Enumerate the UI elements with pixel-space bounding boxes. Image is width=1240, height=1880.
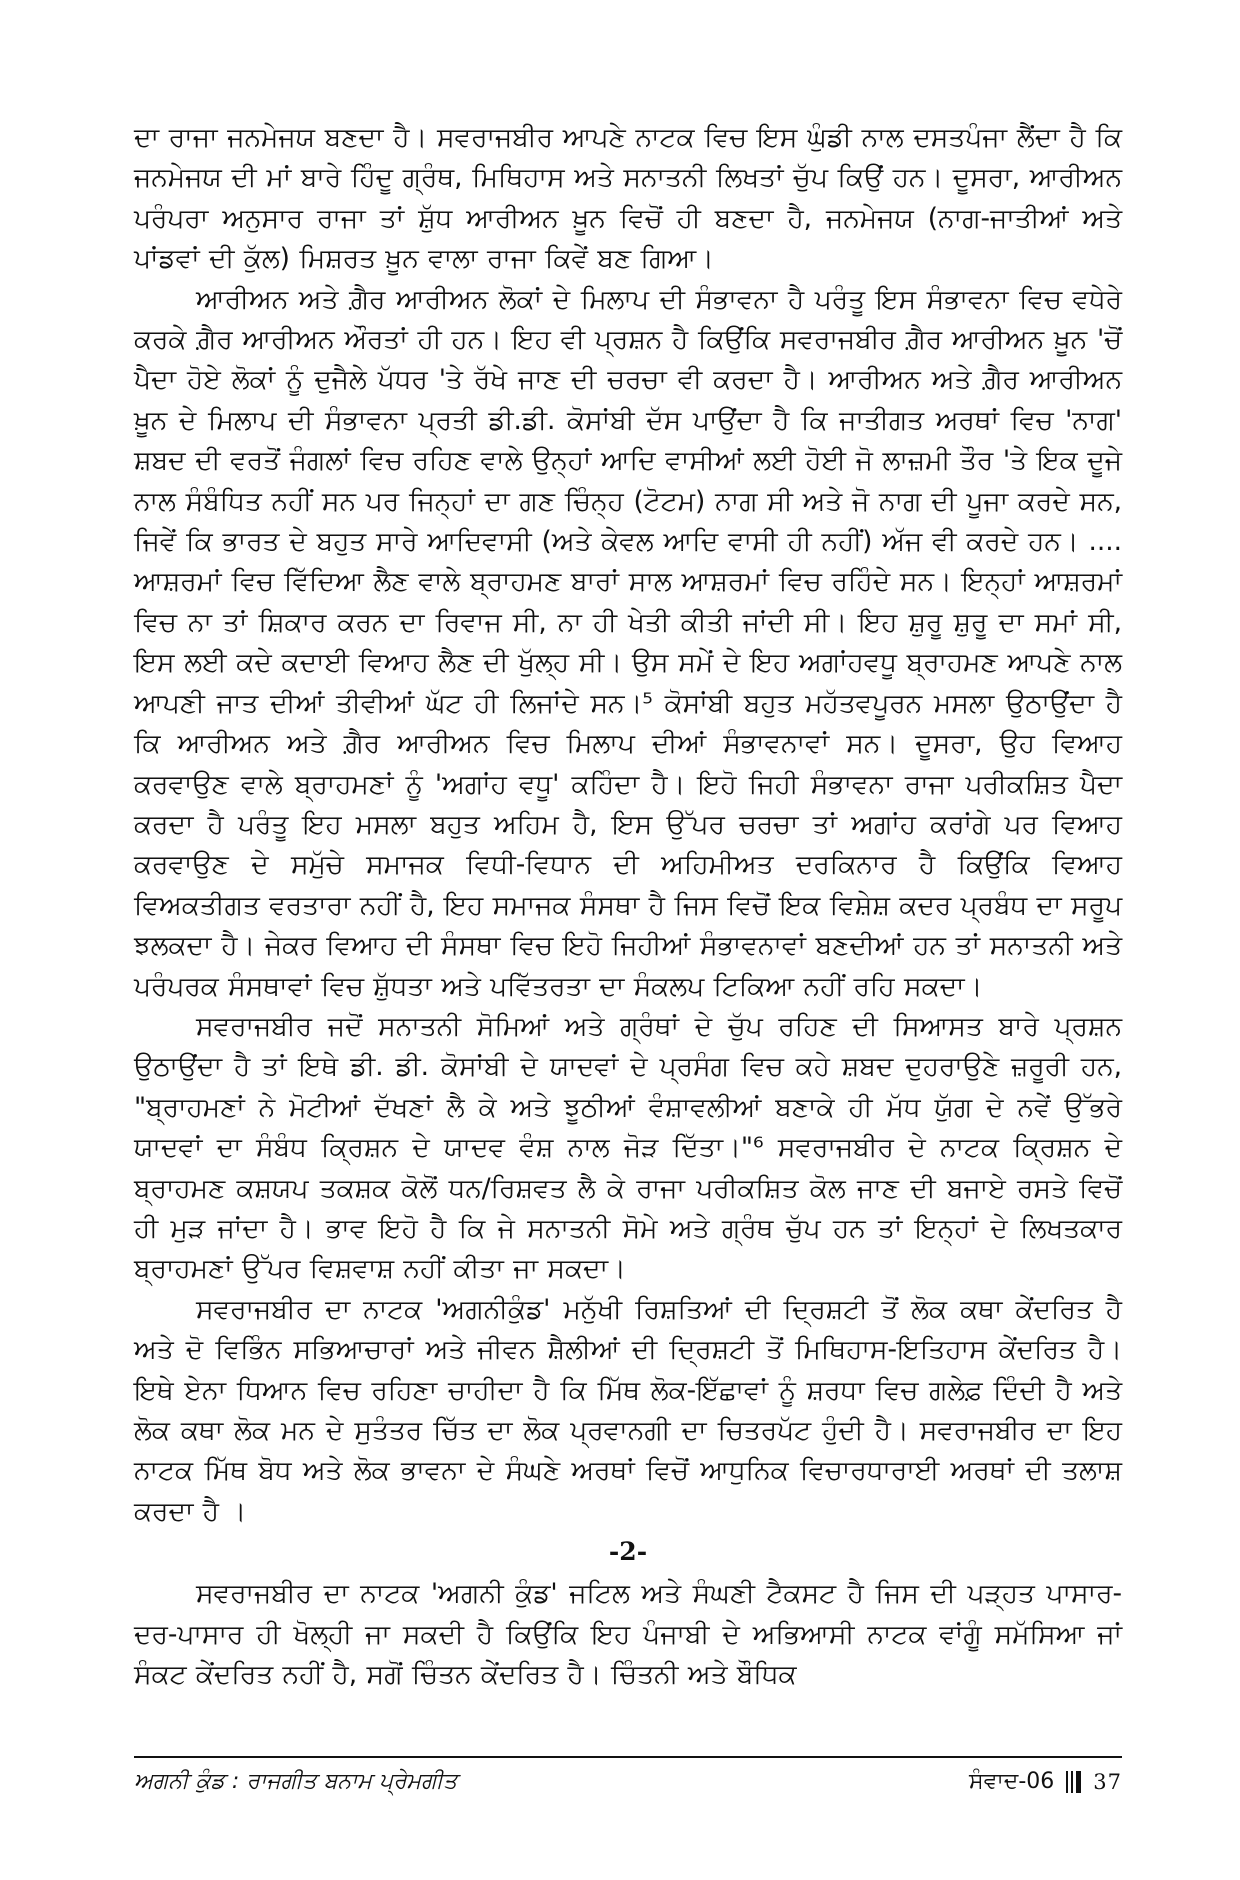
paragraph-1: ਦਾ ਰਾਜਾ ਜਨਮੇਜਯ ਬਣਦਾ ਹੈ। ਸਵਰਾਜਬੀਰ ਆਪਣੇ ਨਾਟਕ ਵਿਚ ਇਸ ਘੁੰਡੀ ਨਾਲ ਦਸਤਪੰਜਾ ਲੈਂਦਾ ਹੈ ਕਿ ਜਨਮੇਜਯ ਦੀ ਮਾਂ ਬਾਰੇ ਹਿੰਦੂ ਗ੍ਰੰਥ, ਮਿਥਿਹਾਸ ਅਤੇ ਸਨਾਤਨੀ ਲਿਖਤਾਂ ਚੁੱਪ ਕਿਉਂ ਹਨ। ਦੂਸਰਾ, ਆਰੀਅਨ ਪਰੰਪਰਾ ਅਨੁਸਾਰ ਰਾਜਾ ਤਾਂ ਸ਼ੁੱਧ ਆਰੀਅਨ ਖ਼ੂਨ ਵਿਚੋਂ ਹੀ ਬਣਦਾ ਹੈ, ਜਨਮੇਜਯ (ਨਾਗ-ਜਾਤੀਆਂ ਅਤੇ ਪਾਂਡਵਾਂ ਦੀ ਕੁੱਲ) ਮਿਸ਼ਰਤ ਖ਼ੂਨ ਵਾਲਾ ਰਾਜਾ ਕਿਵੇਂ ਬਣ ਗਿਆ।: [134, 122, 1122, 275]
section-marker: -2-: [608, 1537, 648, 1567]
page-content: [134, 118, 1122, 1818]
paragraph-2: ਆਰੀਅਨ ਅਤੇ ਗ਼ੈਰ ਆਰੀਅਨ ਲੋਕਾਂ ਦੇ ਮਿਲਾਪ ਦੀ ਸੰਭਾਵਨਾ ਹੈ ਪਰੰਤੂ ਇਸ ਸੰਭਾਵਨਾ ਵਿਚ ਵਧੇਰੇ ਕਰਕੇ ਗ਼ੈਰ ਆਰੀਅਨ ਔਰਤਾਂ ਹੀ ਹਨ। ਇਹ ਵੀ ਪ੍ਰਸ਼ਨ ਹੈ ਕਿਉਂਕਿ ਸਵਰਾਜਬੀਰ ਗ਼ੈਰ ਆਰੀਅਨ ਖ਼ੂਨ 'ਚੋਂ ਪੈਦਾ ਹੋਏ ਲੋਕਾਂ ਨੂੰ ਦੁਜੈਲੇ ਪੱਧਰ 'ਤੇ ਰੱਖੇ ਜਾਣ ਦੀ ਚਰਚਾ ਵੀ ਕਰਦਾ ਹੈ। ਆਰੀਅਨ ਅਤੇ ਗ਼ੈਰ ਆਰੀਅਨ ਖ਼ੂਨ ਦੇ ਮਿਲਾਪ ਦੀ ਸੰਭਾਵਨਾ ਪ੍ਰਤੀ ਡੀ.ਡੀ. ਕੋਸਾਂਬੀ ਦੱਸ ਪਾਉਂਦਾ ਹੈ ਕਿ ਜਾਤੀਗਤ ਅਰਥਾਂ ਵਿਚ 'ਨਾਗ' ਸ਼ਬਦ ਦੀ ਵਰਤੋਂ ਜੰਗਲਾਂ ਵਿਚ ਰਹਿਣ ਵਾਲੇ ਉਨ੍ਹਾਂ ਆਦਿ ਵਾਸੀਆਂ ਲਈ ਹੋਈ ਜੋ ਲਾਜ਼ਮੀ ਤੌਰ 'ਤੇ ਇਕ ਦੂਜੇ ਨਾਲ ਸੰਬੰਧਿਤ ਨਹੀਂ ਸਨ ਪਰ ਜਿਨ੍ਹਾਂ ਦਾ ਗਣ ਚਿੰਨ੍ਹ (ਟੋਟਮ) ਨਾਗ ਸੀ ਅਤੇ ਜੋ ਨਾਗ ਦੀ ਪੂਜਾ ਕਰਦੇ ਸਨ, ਜਿਵੇਂ ਕਿ ਭਾਰਤ ਦੇ ਬਹੁਤ ਸਾਰੇ ਆਦਿਵਾਸੀ (ਅਤੇ ਕੇਵਲ ਆਦਿ ਵਾਸੀ ਹੀ ਨਹੀਂ) ਅੱਜ ਵੀ ਕਰਦੇ ਹਨ। .... ਆਸ਼ਰਮਾਂ ਵਿਚ ਵਿੱਦਿਆ ਲੈਣ ਵਾਲੇ ਬ੍ਰਾਹਮਣ ਬਾਰਾਂ ਸਾਲ ਆਸ਼ਰਮਾਂ ਵਿਚ ਰਹਿੰਦੇ ਸਨ। ਇਨ੍ਹਾਂ ਆਸ਼ਰਮਾਂ ਵਿਚ ਨਾ ਤਾਂ ਸ਼ਿਕਾਰ ਕਰਨ ਦਾ ਰਿਵਾਜ ਸੀ, ਨਾ ਹੀ ਖੇਤੀ ਕੀਤੀ ਜਾਂਦੀ ਸੀ। ਇਹ ਸ਼ੁਰੂ ਸ਼ੁਰੂ ਦਾ ਸਮਾਂ ਸੀ, ਇਸ ਲਈ ਕਦੇ ਕਦਾਈ ਵਿਆਹ ਲੈਣ ਦੀ ਖੁੱਲ੍ਹ ਸੀ। ਉਸ ਸਮੇਂ ਦੇ ਇਹ ਅਗਾਂਹਵਧੂ ਬ੍ਰਾਹਮਣ ਆਪਣੇ ਨਾਲ ਆਪਣੀ ਜਾਤ ਦੀਆਂ ਤੀਵੀਆਂ ਘੱਟ ਹੀ ਲਿਜਾਂਦੇ ਸਨ।⁵ ਕੋਸਾਂਬੀ ਬਹੁਤ ਮਹੱਤਵਪੂਰਨ ਮਸਲਾ ਉਠਾਉਂਦਾ ਹੈ ਕਿ ਆਰੀਅਨ ਅਤੇ ਗ਼ੈਰ ਆਰੀਅਨ ਵਿਚ ਮਿਲਾਪ ਦੀਆਂ ਸੰਭਾਵਨਾਵਾਂ ਸਨ। ਦੂਸਰਾ, ਉਹ ਵਿਆਹ ਕਰਵਾਉਣ ਵਾਲੇ ਬ੍ਰਾਹਮਣਾਂ ਨੂੰ 'ਅਗਾਂਹ ਵਧੂ' ਕਹਿੰਦਾ ਹੈ। ਇਹੋ ਜਿਹੀ ਸੰਭਾਵਨਾ ਰਾਜਾ ਪਰੀਕਸ਼ਿਤ ਪੈਦਾ ਕਰਦਾ ਹੈ ਪਰੰਤੂ ਇਹ ਮਸਲਾ ਬਹੁਤ ਅਹਿਮ ਹੈ, ਇਸ ਉੱਪਰ ਚਰਚਾ ਤਾਂ ਅਗਾਂਹ ਕਰਾਂਗੇ ਪਰ ਵਿਆਹ ਕਰਵਾਉਣ ਦੇ ਸਮੁੱਚੇ ਸਮਾਜਕ ਵਿਧੀ-ਵਿਧਾਨ ਦੀ ਅਹਿਮੀਅਤ ਦਰਕਿਨਾਰ ਹੈ ਕਿਉਂਕਿ ਵਿਆਹ ਵਿਅਕਤੀਗਤ ਵਰਤਾਰਾ ਨਹੀਂ ਹੈ, ਇਹ ਸਮਾਜਕ ਸੰਸਥਾ ਹੈ ਜਿਸ ਵਿਚੋਂ ਇਕ ਵਿਸ਼ੇਸ਼ ਕਦਰ ਪ੍ਰਬੰਧ ਦਾ ਸਰੂਪ ਝਲਕਦਾ ਹੈ। ਜੇਕਰ ਵਿਆਹ ਦੀ ਸੰਸਥਾ ਵਿਚ ਇਹੋ ਜਿਹੀਆਂ ਸੰਭਾਵਨਾਵਾਂ ਬਣਦੀਆਂ ਹਨ ਤਾਂ ਸਨਾਤਨੀ ਅਤੇ ਪਰੰਪਰਕ ਸੰਸਥਾਵਾਂ ਵਿਚ ਸ਼ੁੱਧਤਾ ਅਤੇ ਪਵਿੱਤਰਤਾ ਦਾ ਸੰਕਲਪ ਟਿਕਿਆ ਨਹੀਂ ਰਹਿ ਸਕਦਾ।: [134, 283, 1122, 1002]
page-number: 37: [1093, 1770, 1122, 1794]
running-title: ਅਗਨੀ ਕੁੰਡ : ਰਾਜਗੀਤ ਬਨਾਮ ਪ੍ਰੇਮਗੀਤ: [134, 1769, 458, 1794]
footer-right-group: [969, 1762, 1122, 1802]
article-body: [134, 118, 1122, 1695]
paragraph-4: ਸਵਰਾਜਬੀਰ ਦਾ ਨਾਟਕ 'ਅਗਨੀਕੁੰਡ' ਮਨੁੱਖੀ ਰਿਸ਼ਤਿਆਂ ਦੀ ਦ੍ਰਿਸ਼ਟੀ ਤੋਂ ਲੋਕ ਕਥਾ ਕੇਂਦਰਿਤ ਹੈ ਅਤੇ ਦੋ ਵਿਭਿੰਨ ਸਭਿਆਚਾਰਾਂ ਅਤੇ ਜੀਵਨ ਸ਼ੈਲੀਆਂ ਦੀ ਦ੍ਰਿਸ਼ਟੀ ਤੋਂ ਮਿਥਿਹਾਸ-ਇਤਿਹਾਸ ਕੇਂਦਰਿਤ ਹੈ। ਇਥੇ ਏਨਾ ਧਿਆਨ ਵਿਚ ਰਹਿਣਾ ਚਾਹੀਦਾ ਹੈ ਕਿ ਮਿੱਥ ਲੋਕ-ਇੱਛਾਵਾਂ ਨੂੰ ਸ਼ਰਧਾ ਵਿਚ ਗਲੇਫ਼ ਦਿੰਦੀ ਹੈ ਅਤੇ ਲੋਕ ਕਥਾ ਲੋਕ ਮਨ ਦੇ ਸੁਤੰਤਰ ਚਿੱਤ ਦਾ ਲੋਕ ਪ੍ਰਵਾਨਗੀ ਦਾ ਚਿਤਰਪੱਟ ਹੁੰਦੀ ਹੈ। ਸਵਰਾਜਬੀਰ ਦਾ ਇਹ ਨਾਟਕ ਮਿੱਥ ਬੋਧ ਅਤੇ ਲੋਕ ਭਾਵਨਾ ਦੇ ਸੰਘਣੇ ਅਰਥਾਂ ਵਿਚੋਂ ਆਧੁਨਿਕ ਵਿਚਾਰਧਾਰਾਈ ਅਰਥਾਂ ਦੀ ਤਲਾਸ਼ ਕਰਦਾ ਹੈ ।: [134, 1293, 1122, 1527]
separator-bars-icon: [1066, 1771, 1081, 1793]
paragraph-3: ਸਵਰਾਜਬੀਰ ਜਦੋਂ ਸਨਾਤਨੀ ਸੋਮਿਆਂ ਅਤੇ ਗ੍ਰੰਥਾਂ ਦੇ ਚੁੱਪ ਰਹਿਣ ਦੀ ਸਿਆਸਤ ਬਾਰੇ ਪ੍ਰਸ਼ਨ ਉਠਾਉਂਦਾ ਹੈ ਤਾਂ ਇਥੇ ਡੀ. ਡੀ. ਕੋਸਾਂਬੀ ਦੇ ਯਾਦਵਾਂ ਦੇ ਪ੍ਰਸੰਗ ਵਿਚ ਕਹੇ ਸ਼ਬਦ ਦੁਹਰਾਉਣੇ ਜ਼ਰੂਰੀ ਹਨ, "ਬ੍ਰਾਹਮਣਾਂ ਨੇ ਮੋਟੀਆਂ ਦੱਖਣਾਂ ਲੈ ਕੇ ਅਤੇ ਝੂਠੀਆਂ ਵੰਸ਼ਾਵਲੀਆਂ ਬਣਾਕੇ ਹੀ ਮੱਧ ਯੁੱਗ ਦੇ ਨਵੇਂ ਉੱਭਰੇ ਯਾਦਵਾਂ ਦਾ ਸੰਬੰਧ ਕ੍ਰਿਸ਼ਨ ਦੇ ਯਾਦਵ ਵੰਸ਼ ਨਾਲ ਜੋੜ ਦਿੱਤਾ।"⁶ ਸਵਰਾਜਬੀਰ ਦੇ ਨਾਟਕ ਕ੍ਰਿਸ਼ਨ ਦੇ ਬ੍ਰਾਹਮਣ ਕਸ਼ਯਪ ਤਕਸ਼ਕ ਕੋਲੋਂ ਧਨ/ਰਿਸ਼ਵਤ ਲੈ ਕੇ ਰਾਜਾ ਪਰੀਕਸ਼ਿਤ ਕੋਲ ਜਾਣ ਦੀ ਬਜਾਏ ਰਸਤੇ ਵਿਚੋਂ ਹੀ ਮੁੜ ਜਾਂਦਾ ਹੈ। ਭਾਵ ਇਹੋ ਹੈ ਕਿ ਜੇ ਸਨਾਤਨੀ ਸੋਮੇ ਅਤੇ ਗ੍ਰੰਥ ਚੁੱਪ ਹਨ ਤਾਂ ਇਨ੍ਹਾਂ ਦੇ ਲਿਖਤਕਾਰ ਬ੍ਰਾਹਮਣਾਂ ਉੱਪਰ ਵਿਸ਼ਵਾਸ਼ ਨਹੀਂ ਕੀਤਾ ਜਾ ਸਕਦਾ।: [134, 1010, 1122, 1285]
journal-label: ਸੰਵਾਦ-06: [969, 1769, 1055, 1794]
footer-rule: [134, 1756, 1122, 1758]
page-footer: [134, 1762, 1122, 1802]
paragraph-5: ਸਵਰਾਜਬੀਰ ਦਾ ਨਾਟਕ 'ਅਗਨੀ ਕੁੰਡ' ਜਟਿਲ ਅਤੇ ਸੰਘਣੀ ਟੈਕਸਟ ਹੈ ਜਿਸ ਦੀ ਪੜ੍ਹਤ ਪਾਸਾਰ-ਦਰ-ਪਾਸਾਰ ਹੀ ਖੋਲ੍ਹੀ ਜਾ ਸਕਦੀ ਹੈ ਕਿਉਂਕਿ ਇਹ ਪੰਜਾਬੀ ਦੇ ਅਭਿਆਸੀ ਨਾਟਕ ਵਾਂਗੂੰ ਸਮੱਸਿਆ ਜਾਂ ਸੰਕਟ ਕੇਂਦਰਿਤ ਨਹੀਂ ਹੈ, ਸਗੋਂ ਚਿੰਤਨ ਕੇਂਦਰਿਤ ਹੈ। ਚਿੰਤਨੀ ਅਤੇ ਬੌਧਿਕ: [134, 1578, 1122, 1691]
